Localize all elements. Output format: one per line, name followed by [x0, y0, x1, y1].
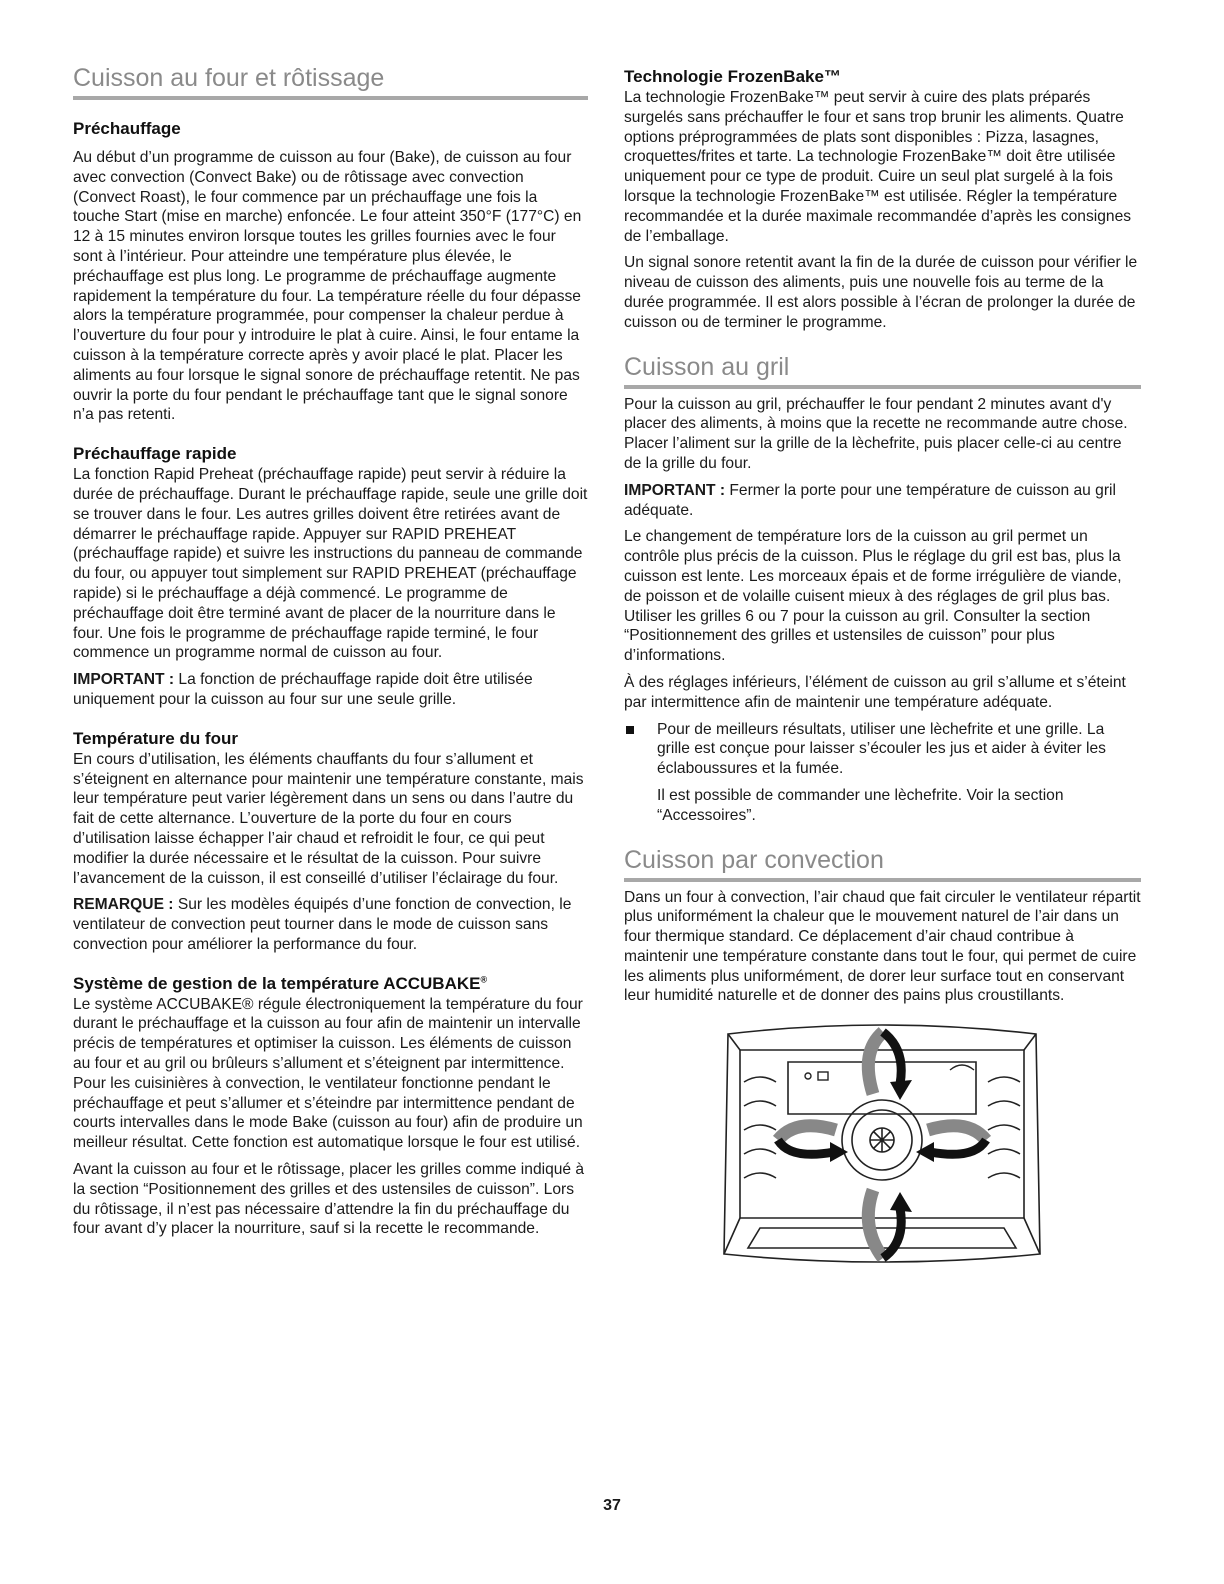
subheading-oven-temperature: Température du four [73, 728, 238, 748]
paragraph-remarque [73, 895, 588, 954]
left-column [73, 62, 588, 1239]
registered-mark: ® [480, 974, 488, 985]
broil-important-text: Fermer la porte pour une température de cuisson au gril adéquate. [624, 481, 1116, 519]
right-column [624, 66, 1141, 1277]
paragraph-rapid-preheat: La fonction Rapid Preheat (préchauffage rapide) peut servir à réduire la durée de préchauffage. Durant le préchauffage rapide, seule une grille doit se trouver dans le four. Les autres grilles doivent être retirées avant de démarrer le préchauffage rapide. Appuyer sur RAPID PREHEAT (préchauffage rapide) et suivre les instructions du panneau de commande du four, ou appuyer tout simplement sur RAPID PREHEAT (préchauffage rapide) si le préchauffage a déjà commencé. Le programme de préchauffage doit être terminé avant de placer de la nourriture dans le four. Une fois le programme de préchauffage rapide terminé, le four commence un programme normal de cuisson au four. [73, 466, 588, 662]
paragraph-preheat: Au début d’un programme de cuisson au four (Bake), de cuisson au four avec convection (Convect Bake) ou de rôtissage avec convection (Convect Roast), le four commence par un préchauffage une fois la touche Start (mise en marche) enfoncée. Le four atteint 350°F (177°C) en 12 à 15 minutes environ lorsque toutes les grilles fournies avec le four sont à l’intérieur. Pour atteindre une température plus élevée, le préchauffage est plus long. Le programme de préchauffage augmente rapidement la température du four. La température réelle du four dépasse alors la température programmée, pour compenser la chaleur perdue à l’ouverture du four pour y introduire le plat à cuire. Ainsi, le four entame la cuisson à la température correcte après y avoir placé le plat. Placer les aliments au four lorsque le signal sonore de préchauffage retentit. Ne pas ouvrir la porte du four pendant le préchauffage tant que le signal sonore n’a pas retenti. [73, 149, 582, 424]
paragraph-rapid-important [73, 670, 588, 710]
section-heading-broil: Cuisson au gril [624, 351, 1141, 389]
subheading-rapid-preheat: Préchauffage rapide [73, 444, 237, 464]
bullet-note-accessories: Il est possible de commander une lèchefrite. Voir la section “Accessoires”. [657, 786, 1064, 824]
important-label: IMPORTANT : [73, 671, 175, 689]
page-number: 37 [603, 1497, 621, 1514]
section-heading-bake-roast: Cuisson au four et rôtissage [73, 62, 588, 100]
convection-airflow-illustration [718, 1022, 1046, 1272]
paragraph-broil: Pour la cuisson au gril, préchauffer le four pendant 2 minutes avant d'y placer des aliments, à moins que la recette ne recommande autre chose. Placer l’aliment sur la grille de la lèchefrite, puis placer celle-ci au centre de la grille du four. [624, 395, 1128, 472]
accubake-title: Système de gestion de la température ACCUBAKE [73, 973, 481, 993]
bullet-text: Pour de meilleurs résultats, utiliser une lèchefrite et une grille. La grille est conçue pour laisser s’écouler les jus et aider à éviter les éclaboussures et la fumée. [657, 720, 1106, 778]
remarque-label: REMARQUE : [73, 896, 174, 914]
subheading-frozenbake: Technologie FrozenBake™ [624, 67, 841, 86]
bullet-square-icon [624, 720, 657, 779]
paragraph-frozenbake-signal: Un signal sonore retentit avant la fin de la durée de cuisson pour vérifier le niveau de cuisson des aliments, puis une nouvelle fois au terme de la durée programmée. Il est alors possible à l’écran de prolonger la durée de cuisson ou de terminer le programme. [624, 254, 1138, 331]
paragraph-broil-important [624, 481, 1141, 521]
remarque-text: Sur les modèles équipés d’une fonction de convection, le ventilateur de convection peut tourner dans le mode de cuisson sans convection pour améliorer la performance du four. [73, 896, 572, 953]
section-heading-convection: Cuisson par convection [624, 844, 1141, 882]
bullet-item-broiler-pan [624, 720, 1141, 779]
paragraph-frozenbake: La technologie FrozenBake™ peut servir à cuire des plats préparés surgelés sans préchauffer le four et sans trop brunir les aliments. Quatre options préprogrammées de plats sont disponibles : Pizza, lasagnes, croquettes/frites et tarte. La technologie FrozenBake™ doit être utilisée uniquement pour ce type de produit. Cuire un seul plat surgelé à la fois lorsque la technologie FrozenBake™ est utilisée. Régler la température recommandée et la durée maximale recommandée d’après les consignes de l’emballage. [624, 89, 1132, 245]
paragraph-convection: Dans un four à convection, l’air chaud que fait circuler le ventilateur répartit plus uniformément la chaleur que le mouvement naturel de l’air dans un four thermique standard. Ce déplacement d’air chaud contribue à maintenir une température constante dans tout le four, qui permet de cuire les aliments plus uniformément, de dorer leur surface tout en conservant leur humidité naturelle et de donner des pains plus croustillants. [624, 888, 1141, 1005]
broil-important-label: IMPORTANT : [624, 481, 726, 499]
paragraph-racks-roasting: Avant la cuisson au four et le rôtissage, placer les grilles comme indiqué à la section “Positionnement des grilles et des ustensiles de cuisson”. Lors du rôtissage, il n’est pas nécessaire d’attendre la fin du préchauffage du four avant d’y placer la nourriture, sauf si la recette le recommande. [73, 1161, 585, 1238]
paragraph-accubake: Le système ACCUBAKE® régule électroniquement la température du four durant le préchauffage et la cuisson au four afin de maintenir un intervalle précis de températures et optimiser la cuisson. Les éléments de cuisson au four et au gril ou brûleurs s’allument et s’éteignent par intermittence. Pour les cuisinières à convection, le ventilateur fonctionne pendant le préchauffage et peut s’allumer et s’éteindre par intermittence pendant de courts intervalles dans le mode Bake (cuisson au four) afin de produire un meilleur résultat. Cette fonction est automatique lorsque le four est utilisé. [73, 995, 583, 1152]
paragraph-oven-temperature: En cours d’utilisation, les éléments chauffants du four s’allument et s’éteignent en alternance pour maintenir une température constante, mais leur température peut varier légèrement dans un sens ou dans l’autre du fait de cette alternance. L’ouverture de la porte du four en cours d’utilisation laisse échapper l’air chaud et refroidit le four, ce qui peut modifier la durée nécessaire et le résultat de la cuisson. Pour suivre l’avancement de la cuisson, il est conseillé d’utiliser l’éclairage du four. [73, 750, 584, 887]
important-text: La fonction de préchauffage rapide doit être utilisée uniquement pour la cuisson au four sur une seule grille. [73, 671, 533, 708]
subheading-preheat: Préchauffage [73, 119, 181, 138]
subheading-accubake [73, 973, 588, 995]
paragraph-broil-lower-settings: À des réglages inférieurs, l’élément de cuisson au gril s’allume et s’éteint par intermittence afin de maintenir une température adéquate. [624, 673, 1126, 711]
paragraph-broil-temperature: Le changement de température lors de la cuisson au gril permet un contrôle plus précis de la cuisson. Plus le réglage du gril est bas, plus la cuisson est lente. Les morceaux épais et de forme irrégulière de viande, de poisson et de volaille cuisent mieux à des réglages de gril plus bas. Utiliser les grilles 6 ou 7 pour la cuisson au gril. Consulter la section “Positionnement des grilles et ustensiles de cuisson” pour plus d’informations. [624, 528, 1122, 665]
